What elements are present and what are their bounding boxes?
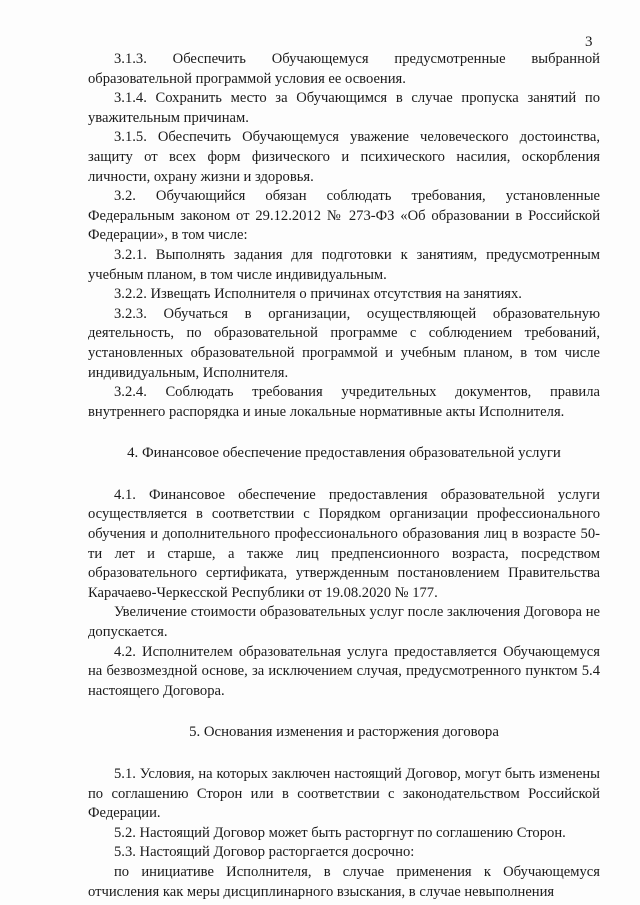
paragraph-3-1-4: 3.1.4. Сохранить место за Обучающимся в случае пропуска занятий по уважительным причинам.: [88, 90, 600, 126]
paragraph-3-2: 3.2. Обучающийся обязан соблюдать требования, установленные Федеральным законом от 29.12.2012 № 273-ФЗ «Об образовании в Российской Федерации», в том числе:: [88, 188, 600, 244]
paragraph-3-1-5: 3.1.5. Обеспечить Обучающемуся уважение человеческого достоинства, защиту от всех форм физического и психического насилия, оскорбления личности, охрану жизни и здоровья.: [88, 129, 600, 185]
paragraph-5-3-initiative: по инициативе Исполнителя, в случае применения к Обучающемуся отчисления как меры дисциплинарного взыскания, в случае невыполнения: [88, 863, 600, 900]
paragraph-3-1-3: 3.1.3. Обеспечить Обучающемуся предусмотренные выбранной образовательной программой условия ее освоения.: [88, 51, 600, 87]
paragraph-4-2: 4.2. Исполнителем образовательная услуга предоставляется Обучающемуся на безвозмездной основе, за исключением случая, предусмотренного пунктом 5.4 настоящего Договора.: [88, 643, 600, 699]
paragraph-3-2-3: 3.2.3. Обучаться в организации, осуществляющей образовательную деятельность, по образовательной программе с соблюдением требований, установленных образовательной программой и учебным планом, в том числе индивидуальным, Исполнителя.: [88, 305, 600, 381]
paragraph-3-2-4: 3.2.4. Соблюдать требования учредительных документов, правила внутреннего распорядка и иные локальные нормативные акты Исполнителя.: [88, 384, 600, 420]
paragraph-3-2-2: 3.2.2. Извещать Исполнителя о причинах отсутствия на занятиях.: [114, 286, 522, 303]
paragraph-4-1: 4.1. Финансовое обеспечение предоставления образовательной услуги осуществляется в соответствии с Порядком организации профессионального обучения и дополнительного профессионального образования лиц в возрасте 50-ти лет и старше, а также лиц предпенсионного возраста, посредством образовательного сертификата, утвержденным постановлением Правительства Карачаево-Черкесской Республики от 19.08.2020 № 177.: [88, 486, 600, 601]
paragraph-5-3: 5.3. Настоящий Договор расторгается досрочно:: [114, 844, 415, 861]
page-number: 3: [585, 34, 593, 50]
section-5-heading: 5. Основания изменения и расторжения договора: [189, 724, 499, 741]
document-body: [88, 50, 600, 902]
paragraph-5-2: 5.2. Настоящий Договор может быть расторгнут по соглашению Сторон.: [114, 824, 566, 841]
section-4-heading: 4. Финансовое обеспечение предоставления образовательной услуги: [127, 445, 561, 462]
paragraph-3-2-1: 3.2.1. Выполнять задания для подготовки к занятиям, предусмотренным учебным планом, в том числе индивидуальным.: [88, 246, 600, 283]
paragraph-4-1-price: Увеличение стоимости образовательных услуг после заключения Договора не допускается.: [88, 604, 600, 641]
paragraph-5-1: 5.1. Условия, на которых заключен настоящий Договор, могут быть изменены по соглашению Сторон или в соответствии с законодательством Российской Федерации.: [88, 766, 600, 822]
